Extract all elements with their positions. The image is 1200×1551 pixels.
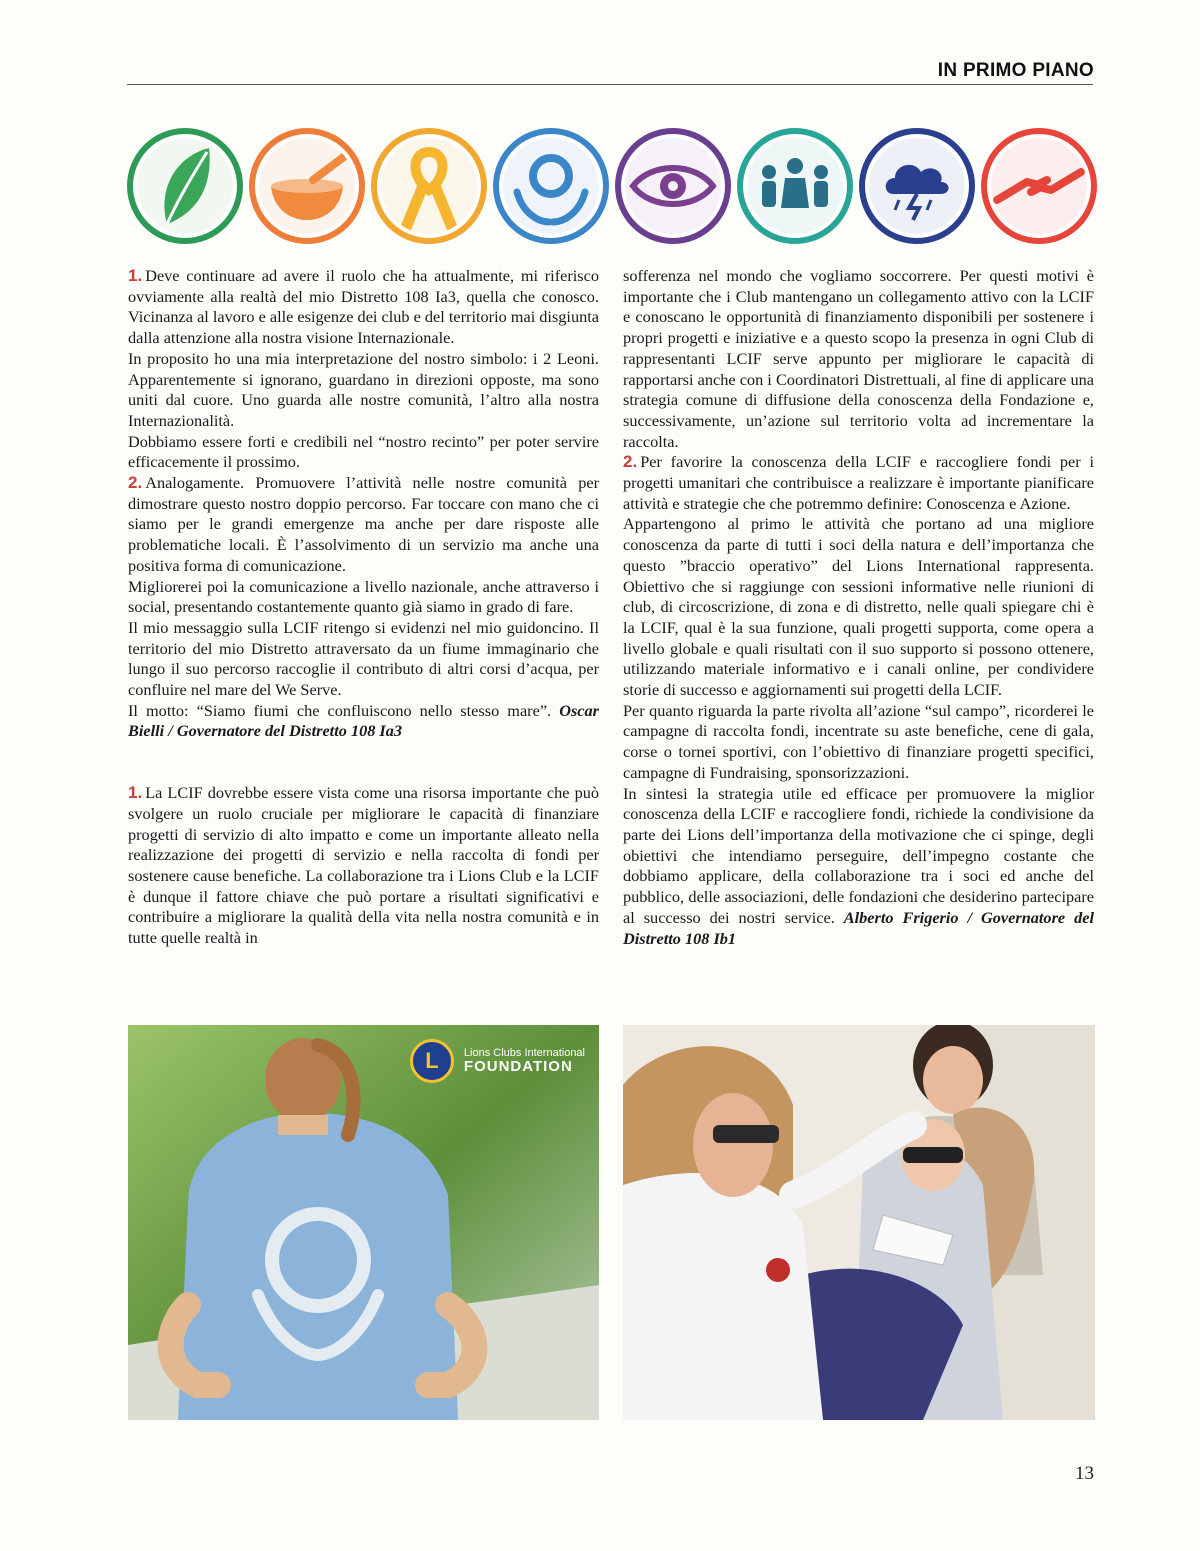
paragraph: Per quanto riguarda la parte rivolta all’azione “sul campo”, ricorderei le campagne di raccolta fondi, incentrate su aste benefiche, cene di gala, corse o tornei sportivi, con l’obiettivo di finanziare progetti specifici, campagne di Fundraising, sponsorizzazioni. [623, 700, 1094, 782]
answer-number: 2. [623, 452, 638, 472]
paragraph-text: Deve continuare ad avere il ruolo che ha attualmente, mi riferisco ovviamente alla realtà del mio Distretto 108 Ia3, quella che conosco. Vicinanza al lavoro e alle esigenze dei club e del territorio mai disgiunta dalla attenzione alla nostra visione Internazionale. [128, 266, 599, 348]
paragraph-text: In sintesi la strategia utile ed efficace per promuovere la miglior conoscenza della LCIF e raccogliere fondi, richiede la condivisione da parte dei Lions dell’importanza della motivazione che ci spinge, degli obiettivi che intendiamo perseguire, dell’impegno costante che dobbiamo applicare, della collaborazione tra i soci ed anche del pubblico, delle associazioni, delle fondazioni che desiderino partecipare al successo dei nostri service. [623, 783, 1094, 927]
paragraph-text: Analogamente. Promuovere l’attività nelle nostre comunità per dimostrare questo nostro doppio percorso. Far toccare con mano che ci siamo per le grandi emergenze ma anche per dare risposte alle problematiche locali. È l’assolvimento di un servizio ma anche una positiva forma di comunicazione. [128, 473, 599, 575]
paragraph-text: La LCIF dovrebbe essere vista come una risorsa importante che può svolgere un ruolo cruciale per migliorare le capacità di finanziare progetti di servizio di alto impatto e come un importante alleato nella realizzazione dei progetti di servizio e nella raccolta di fondi per sostenere cause benefiche. La collaborazione tra i Lions Club e la LCIF è dunque il fattore chiave che può portare a risultati significativi e contribuire a migliorare la qualità della vita nella nostra comunità e in tutte quelle realtà in [128, 783, 599, 948]
storm-cloud-icon [859, 128, 975, 244]
lcif-logo [410, 1039, 585, 1083]
author-signature: Alberto Frigerio / Governatore del Distretto 108 Ib1 [623, 907, 1095, 948]
helping-hands-icon [981, 128, 1097, 244]
cause-icons-row [127, 128, 1097, 246]
paragraph-text: Per favorire la conoscenza della LCIF e raccogliere fondi per i progetti umanitari che contribuisce a realizzare è importante pianificare attività e strategie che che potremmo definire: Conoscenza e Azione. [623, 452, 1094, 513]
paragraph: Migliorerei poi la comunicazione a livello nazionale, anche attraverso i social, presentando costantemente quanto già siamo in grado di fare. [128, 576, 599, 617]
paragraph: sofferenza nel mondo che vogliamo soccorrere. Per questi motivi è importante che i Club mantengano un collegamento attivo con la LCIF e conoscano le opportunità di finanziamento disponibili per sostenere i propri progetti e iniziative e a questo scopo la presenza in ogni Club di rappresentanti LCIF serve appunto per migliorare le capacità di rapportarsi anche con i Coordinatori Distrettuali, al fine di applicare una strategia comune di diffusione della conoscenza della Fondazione e, successivamente, un’azione sul territorio volta ad incrementare la raccolta. [623, 266, 1094, 451]
paragraph [128, 701, 599, 742]
paragraph [128, 473, 599, 577]
paragraph: Dobbiamo essere forti e credibili nel “nostro recinto” per poter servire efficacemente il prossimo. [128, 431, 599, 472]
paragraph [623, 784, 1094, 950]
paragraph: Il mio messaggio sulla LCIF ritengo si evidenzi nel mio guidoncino. Il territorio del mio Distretto attraversato da un fiume immaginario che lungo il suo percorso raccoglie il contributo di altri corsi d’acqua, per confluire nel mare del We Serve. [128, 617, 599, 700]
eye-icon [615, 128, 731, 244]
author-signature: Oscar Bielli / Governatore del Distretto 108 Ia3 [128, 700, 599, 741]
photo-volunteer-shirt [128, 1025, 599, 1420]
paragraph [128, 266, 599, 349]
logo-line-2: FOUNDATION [463, 1057, 573, 1075]
answer-number: 1. [128, 266, 143, 285]
paragraph [623, 452, 1094, 514]
food-bowl-icon [249, 128, 365, 244]
children-icon [737, 128, 853, 244]
logo-line-1: Lions Clubs International [463, 1046, 585, 1059]
paragraph: Appartengono al primo le attività che portano ad una migliore conoscenza da parte di tutti i soci della natura e dell’importanza che questo ”braccio operativo” del Lions International rappresenta. Obiettivo che si raggiunge con sessioni informative nelle riunioni di club, di circoscrizione, di zona e di distretto, nelle quali spiegare chi è la LCIF, qual è la sua funzione, quali progetti supporta, come opera a livello globale e quali risultati con il suo supporto si possono ottenere, utilizzando materiale informativo e i canali online, per condividere storie di successo e aggiornamenti sui progetti della LCIF. [623, 514, 1094, 700]
photo-eye-screening [623, 1025, 1095, 1420]
leaf-icon [127, 128, 243, 244]
paragraph: In proposito ho una mia interpretazione del nostro simbolo: i 2 Leoni. Apparentemente si ignorano, guardano in direzioni opposte, ma sono uniti dal cuore. Uno guarda alle nostre comunità, l’altro alla nostra Internazionalità. [128, 348, 599, 430]
ribbon-icon [371, 128, 487, 244]
hands-circle-icon [493, 128, 609, 244]
answer-number: 2. [128, 473, 143, 493]
paragraph [128, 783, 599, 949]
article-column-right [623, 266, 1094, 949]
page-number: 13 [1075, 1463, 1094, 1484]
section-title: IN PRIMO PIANO [937, 60, 1094, 81]
lions-seal-icon: L [410, 1039, 454, 1083]
paragraph-text: Il motto: “Siamo fiumi che confluiscono nello stesso mare”. [128, 700, 552, 720]
article-column-left [128, 266, 599, 949]
header-divider [127, 84, 1093, 85]
answer-number: 1. [128, 783, 143, 803]
